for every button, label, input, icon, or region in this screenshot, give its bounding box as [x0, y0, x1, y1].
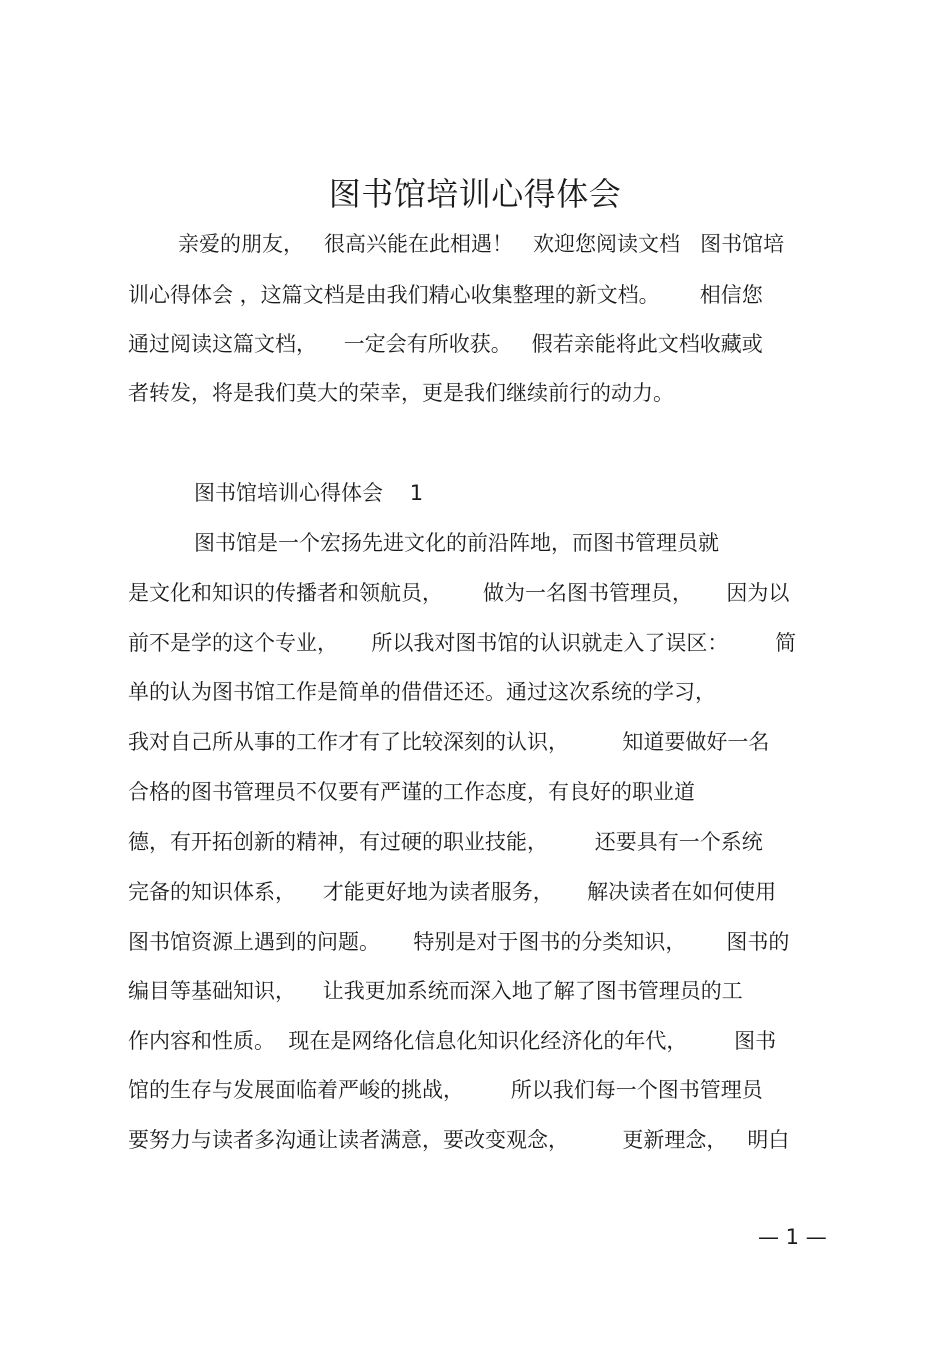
body-line: 我对自己所从事的工作才有了比较深刻的认识， 知道要做好一名 [128, 730, 770, 754]
intro-line: 通过阅读这篇文档， 一定会有所收获。 假若亲能将此文档收藏或 [128, 332, 763, 356]
body-line: 编目等基础知识， 让我更加系统而深入地了解了图书管理员的工 [128, 979, 743, 1003]
page-number: — 1 — [758, 1225, 827, 1249]
body-line: 前不是学的这个专业， 所以我对图书馆的认识就走入了误区： 简 [128, 631, 797, 655]
document-title: 图书馆培训心得体会 [328, 175, 622, 213]
body-line: 作内容和性质。 现在是网络化信息化知识化经济化的年代， 图书 [128, 1029, 777, 1053]
section-heading: 图书馆培训心得体会 1 [194, 481, 424, 505]
intro-line: 者转发，将是我们莫大的荣幸，更是我们继续前行的动力。 [128, 381, 674, 405]
intro-line: 训心得体会 ，这篇文档是由我们精心收集整理的新文档。 相信您 [128, 283, 763, 307]
body-line: 馆的生存与发展面临着严峻的挑战， 所以我们每一个图书管理员 [128, 1078, 763, 1102]
body-line: 合格的图书管理员不仅要有严谨的工作态度，有良好的职业道 [128, 780, 695, 804]
intro-line: 亲爱的朋友， 很高兴能在此相遇！ 欢迎您阅读文档 图书馆培 [178, 232, 785, 256]
body-line: 图书馆是一个宏扬先进文化的前沿阵地，而图书管理员就 [194, 531, 719, 555]
body-line: 完备的知识体系， 才能更好地为读者服务， 解决读者在如何使用 [128, 880, 777, 904]
body-line: 要努力与读者多沟通让读者满意，要改变观念， 更新理念， 明白 [128, 1128, 790, 1152]
body-line: 图书馆资源上遇到的问题。 特别是对于图书的分类知识， 图书的 [128, 930, 790, 954]
body-line: 是文化和知识的传播者和领航员， 做为一名图书管理员， 因为以 [128, 581, 790, 605]
body-line: 德，有开拓创新的精神，有过硬的职业技能， 还要具有一个系统 [128, 830, 763, 854]
body-line: 单的认为图书馆工作是简单的借借还还。通过这次系统的学习， [128, 680, 716, 704]
